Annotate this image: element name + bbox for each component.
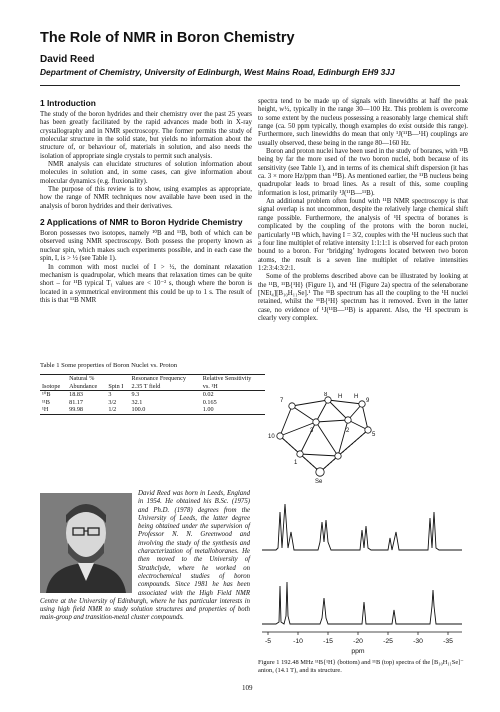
applications-paragraph-2: In common with most nuclei of I > ½, the dominant relaxation mechanism is quadrupolar, which means that relaxation times can be quite short – for ¹¹B typical T₁ values are < 10⁻² s, though where the boron is located in a symmetrical environment this could be up to 1 s. The result of this is that ¹¹B NMR <box>40 263 252 304</box>
atom-label: 1 <box>294 460 298 466</box>
table-cell: ¹H <box>42 406 49 413</box>
table-header: Spin I <box>106 383 129 391</box>
author-photo <box>40 493 132 593</box>
table-cell: ¹¹B <box>42 398 50 406</box>
left-column <box>40 98 252 305</box>
axis-tick-label: -30 <box>413 638 423 645</box>
axis-unit-label: ppm <box>351 648 365 655</box>
intro-paragraph-3: The purpose of this review is to show, using examples as appropriate, how the range of NMR techniques now available have been used in the analysis of boron hydrides and their derivatives. <box>40 186 252 210</box>
page-number: 109 <box>242 684 253 692</box>
table-header: Abundance <box>67 383 106 391</box>
table-cell: 3 <box>108 391 112 398</box>
table-cell: 1.00 <box>202 406 214 413</box>
author-name: David Reed <box>40 54 95 65</box>
table-row <box>40 399 265 407</box>
atom-label: 3 <box>310 428 314 434</box>
atom-label: H <box>338 394 343 400</box>
axis-tick-label: -15 <box>323 638 333 645</box>
table-cell: 32.1 <box>131 398 143 406</box>
table-cell: 0.165 <box>202 398 217 406</box>
intro-paragraph-2: NMR analysis can elucidate structures of solution information about molecules in solution and, in some cases, can give information about molecular dynamics (e.g. fluxionality). <box>40 161 252 185</box>
table-cell: 100.0 <box>131 406 146 413</box>
atom-label: 2 <box>346 428 350 434</box>
atom-label: 7 <box>280 398 284 404</box>
intro-paragraph-1: The study of the boron hydrides and their chemistry over the past 25 years has been greatly facilitated by the rapid advances made both in X-ray crystallography and in NMR spectroscopy. The former permits the study of molecular structure in the solid state, but yields no information about the structure of, or behaviour of, materials in solution, and also needs the isolation of appropriate single crystals to permit such analysis. <box>40 111 252 160</box>
table-header: Natural % <box>67 375 106 383</box>
axis-tick-label: -25 <box>383 638 393 645</box>
page-title: The Role of NMR in Boron Chemistry <box>40 30 295 46</box>
table-header <box>106 375 129 383</box>
right-column <box>258 98 468 323</box>
table-row <box>40 406 265 414</box>
table-row <box>40 391 265 399</box>
table-cell: 3/2 <box>108 398 117 406</box>
author-biography <box>40 490 250 623</box>
atom-label: 9 <box>366 398 370 404</box>
table-header: vs. ¹H <box>201 383 265 391</box>
applications-paragraph-1: Boron possesses two isotopes, namely ¹⁰B and ¹¹B, both of which can be observed using NMR spectroscopy. Both possess the property known as nuclear spin, which makes such experiments possible, and in each case the spin, I, is > ½ (see Table 1). <box>40 230 252 263</box>
intro-heading: 1 Introduction <box>40 98 96 108</box>
table-cell: 0.02 <box>202 391 214 398</box>
atom-label: Se <box>315 479 323 485</box>
applications-heading: 2 Applications of NMR to Boron Hydride Chemistry <box>40 217 243 228</box>
table-header: Resonance Frequency <box>129 375 200 383</box>
right-paragraph-2: Boron and proton nuclei have been used in the study of boranes, with ¹¹B being by far the more used of the two boron nuclei, both because of its sensitivity (see Table 1), and in terms of its chemical shift dispersion (it has ca. 3 × more Hz/ppm than ¹⁰B). As mentioned earlier, the ¹¹B nucleus being quadrupolar leads to broad lines. As a result of this, some coupling information is lost, primarily ¹J(¹¹B—¹¹B). <box>258 148 468 197</box>
table-header <box>40 375 67 383</box>
axis-tick-label: -10 <box>293 638 303 645</box>
properties-table-wrap <box>40 374 265 415</box>
axis-tick-label: -5 <box>264 638 272 645</box>
figure-caption: Figure 1 192.48 MHz ¹¹B{¹H} (bottom) and ¹¹B (top) spectra of the [B₁₀H₁₁Se]⁻ anion, (14.1 T), and its structure. <box>258 659 464 674</box>
author-affiliation: Department of Chemistry, University of Edinburgh, West Mains Road, Edinburgh EH9 3JJ <box>40 67 395 77</box>
right-paragraph-4: Some of the problems described above can be illustrated by looking at the ¹¹B, ¹¹B{¹H} (Figure 1), and ¹H (Figure 2a) spectra of the selenaborane [NEt₄][B₁₀H₁₁Se].¹ The ¹¹B spectrum has all the coupling to the ¹H nuclei retained, whilst the ¹¹B{¹H} spectrum has it removed. Even in the latter case, no evidence of ¹J(¹¹B—¹¹B) is apparent. Also, the ¹H spectrum is clearly very complex. <box>258 273 468 322</box>
atom-label: 10 <box>268 434 275 440</box>
table-cell: 99.98 <box>69 406 84 413</box>
atom-label: H <box>354 394 359 400</box>
axis-tick-label: -20 <box>353 638 363 645</box>
table-header: Relative Sensitivity <box>201 375 265 383</box>
atom-label: 8 <box>324 392 328 398</box>
nmr-figure <box>258 392 468 656</box>
table-cell: ¹⁰B <box>42 391 51 398</box>
table-cell: 81.17 <box>69 398 84 406</box>
table-cell: 18.83 <box>69 391 84 398</box>
coupled-spectrum-trace <box>262 504 462 550</box>
atom-label: 5 <box>372 432 376 438</box>
decoupled-spectrum-trace <box>262 582 462 624</box>
table-cell: 9.3 <box>131 391 140 398</box>
axis-tick-label: -35 <box>443 638 453 645</box>
table-cell: 1/2 <box>108 406 117 413</box>
biography-text: David Reed was born in Leeds, England in 1954. He obtained his B.Sc. (1975) and Ph.D. (1978) degrees from the University of Leeds, the latter degree being obtained under the supervision of Professor N. N. Greenwood and involving the study of the synthesis and characterization of metalloboranes. He then moved to the University of Strathclyde, where he worked on electrochemical studies of boron compounds. Since 1981 he has been associated with the High Field NMR Centre at the University of Edinburgh, where he has particular interests in using high field NMR to study solution structures and properties of both main-group and transition-metal cluster compounds. <box>40 490 250 622</box>
properties-table <box>40 374 265 415</box>
table-header: Isotope <box>40 383 67 391</box>
table-caption: Table 1 Some properties of Boron Nuclei vs. Proton <box>40 362 178 369</box>
header-rule <box>40 85 460 86</box>
table-header: 2.35 T field <box>129 383 200 391</box>
right-paragraph-3: An additional problem often found with ¹¹B NMR spectroscopy is that signal overlap is not uncommon, despite the relatively large chemical shift range possible. Furthermore, the analysis of ¹H spectra of boranes is complicated by the coupling of the protons with the boron nuclei, particularly ¹¹B which, having I = 3/2, couples with the ¹H nucleus such that a four line multiplet of relative intensity 1:1:1:1 is observed for each proton bound to a boron. For ‘bridging’ hydrogens located between two boron atoms, the result is a seven line multiplet of relative intensities 1:2:3:4:3:2:1. <box>258 198 468 272</box>
cluster-atoms <box>277 397 371 476</box>
right-paragraph-1: spectra tend to be made up of signals with linewidths at half the peak height, w½, typically in the range 30—100 Hz. This problem is overcome to some extent by the nucleus possessing a reasonably large chemical shift range (ca. 50 ppm typically, though examples do exist outside this range). Furthermore, such linewidths do mean that only ¹J(¹¹B—¹H) couplings are usually observed, these being in the range 80—160 Hz. <box>258 98 468 147</box>
